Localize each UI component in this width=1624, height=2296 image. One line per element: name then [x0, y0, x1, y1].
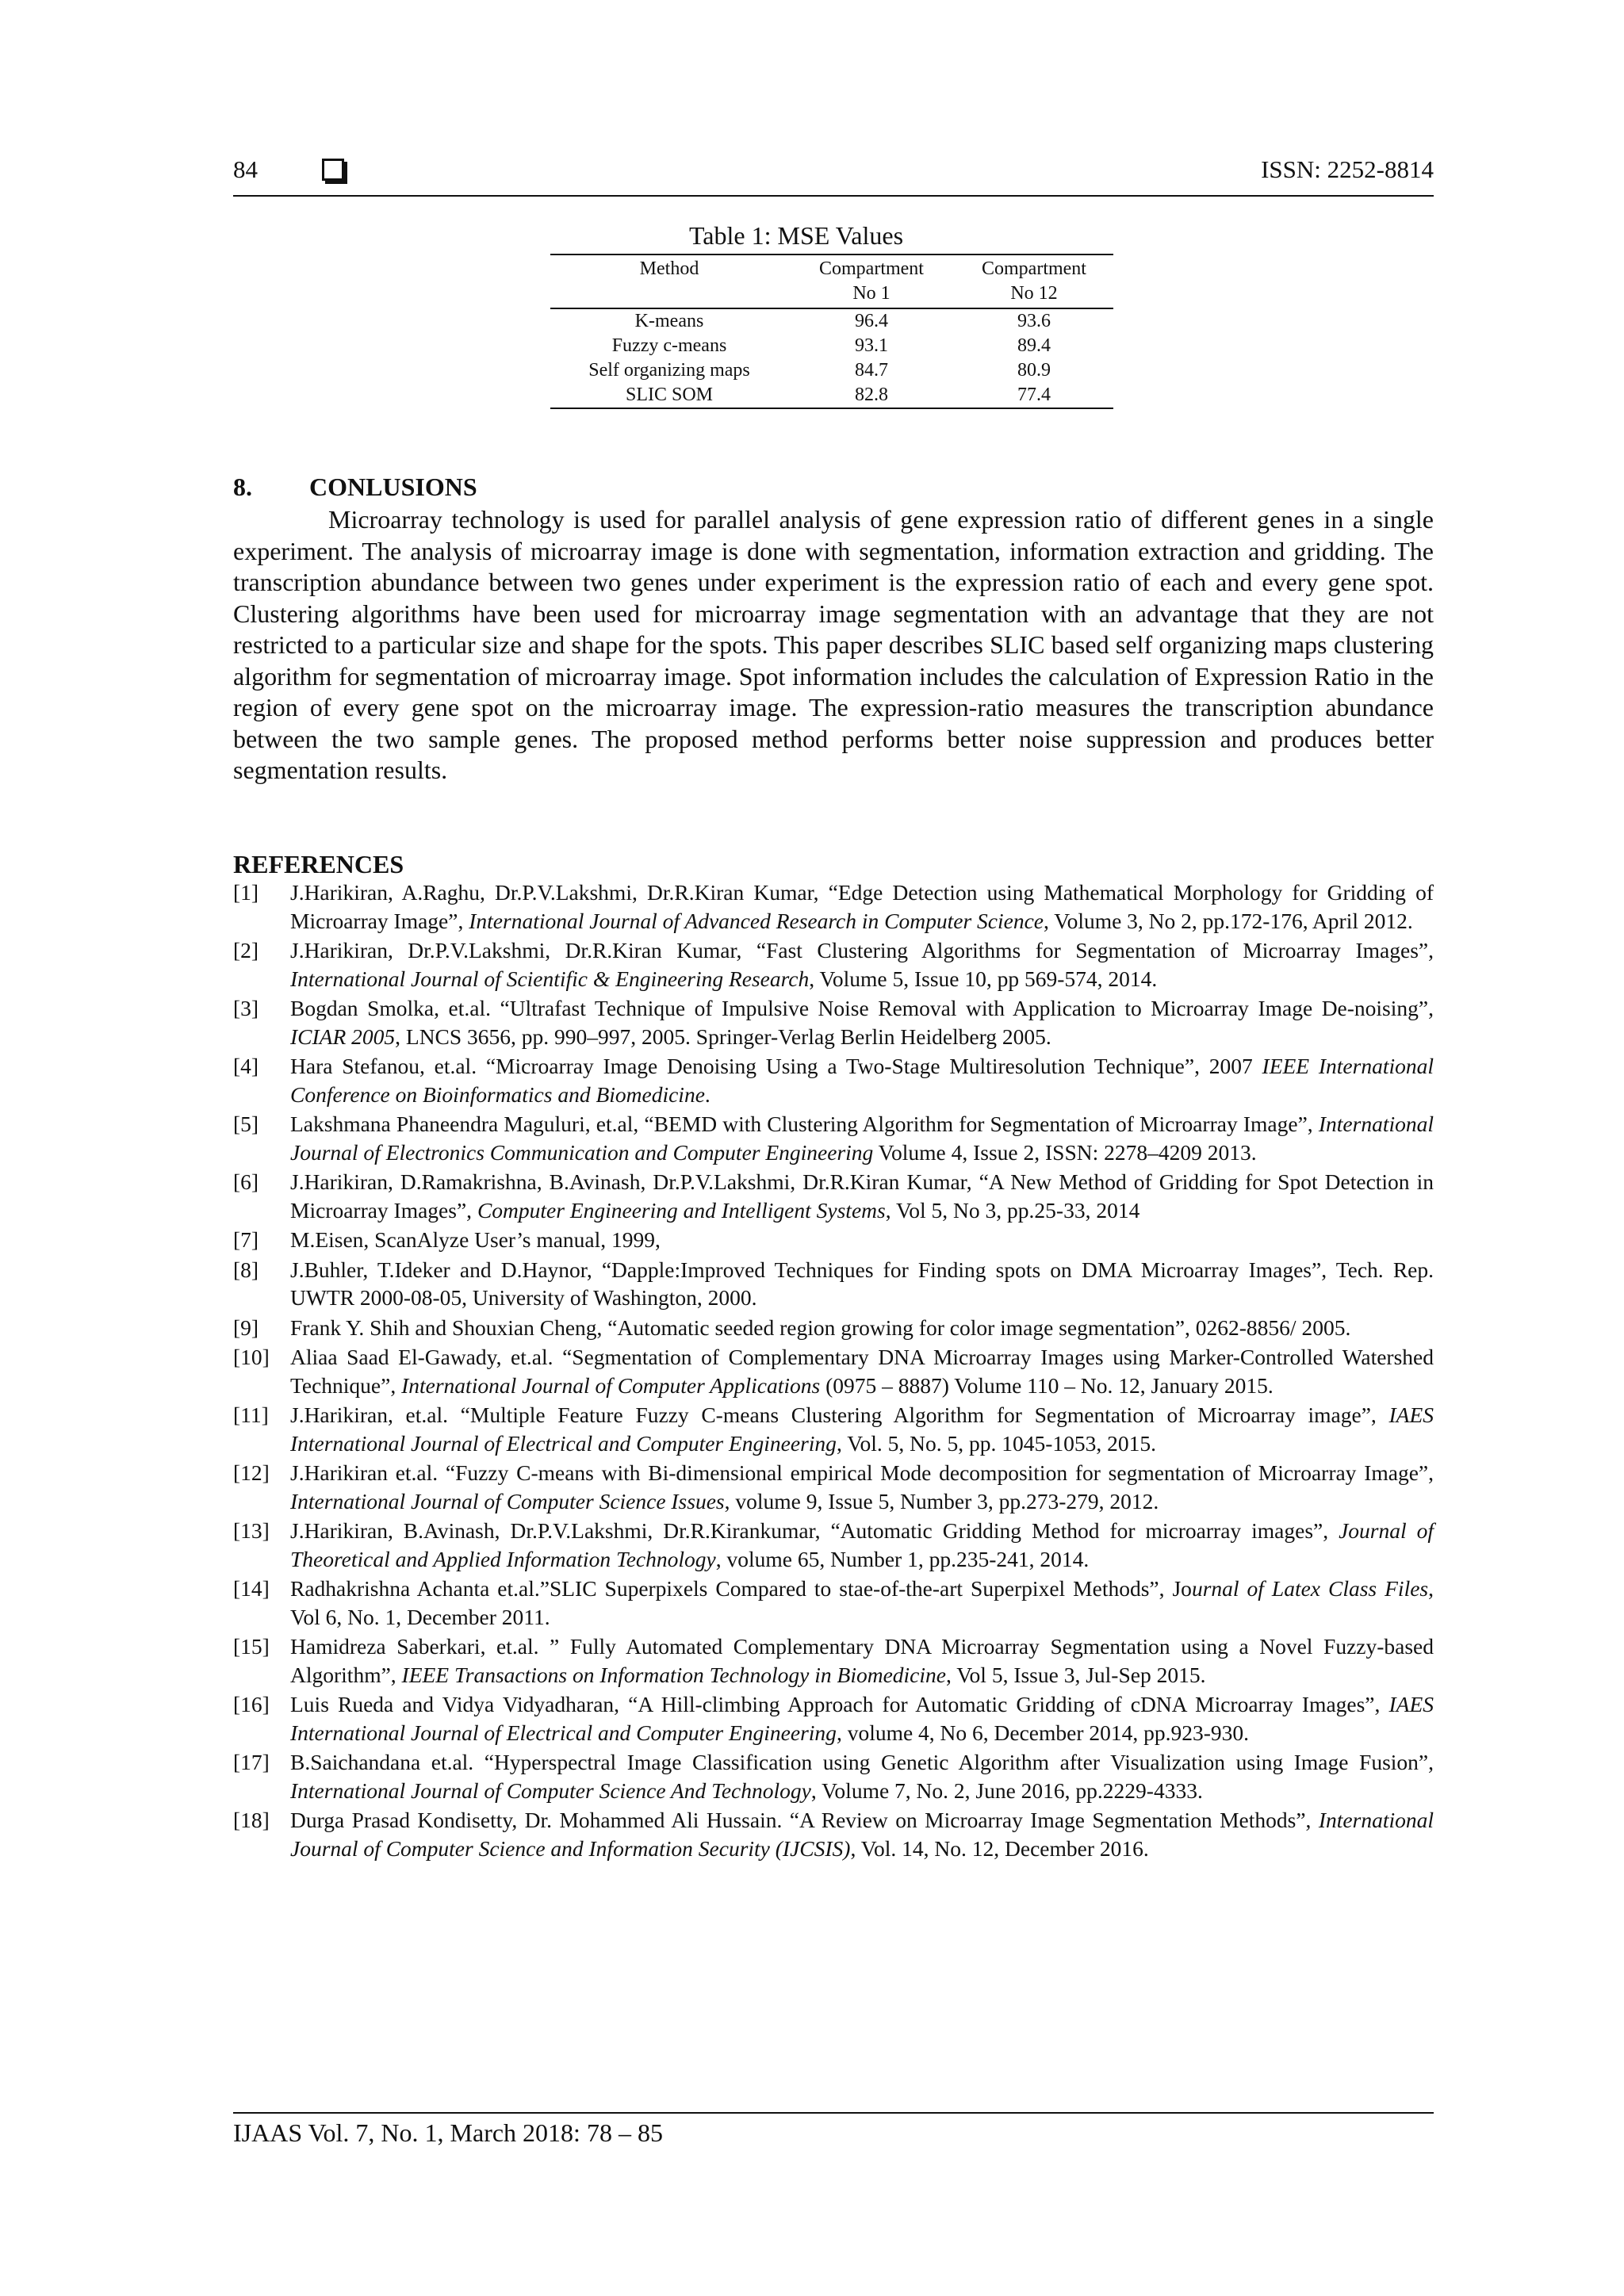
- reference-source: International Journal of Advanced Research in Computer Science: [469, 908, 1044, 933]
- reference-details: , Vol 5, Issue 3, Jul-Sep 2015.: [945, 1662, 1206, 1687]
- conclusions-heading: [233, 471, 477, 503]
- reference-item: [233, 1459, 1434, 1515]
- reference-number: [3]: [233, 996, 259, 1020]
- reference-text: J.Harikiran, Dr.P.V.Lakshmi, Dr.R.Kiran Kumar, “Fast Clustering Algorithms for Segmentation of Microarray Images”,: [290, 938, 1434, 962]
- table-cell: 80.9: [1017, 360, 1051, 381]
- reference-item: [233, 1748, 1434, 1804]
- reference-text: J.Harikiran, et.al. “Multiple Feature Fuzzy C-means Clustering Algorithm for Segmentation of Microarray image”,: [290, 1402, 1389, 1427]
- reference-number: [7]: [233, 1227, 259, 1252]
- reference-item: [233, 1052, 1434, 1108]
- reference-number: [11]: [233, 1402, 269, 1427]
- reference-number: [1]: [233, 880, 259, 905]
- table-header-cell: Compartment No 12: [955, 254, 1113, 308]
- reference-text: Frank Y. Shih and Shouxian Cheng, “Automatic seeded region growing for color image segmentation”, 0262-8856/ 2005.: [290, 1314, 1351, 1340]
- box-bullet-icon: [322, 159, 344, 181]
- reference-text: J.Harikiran, A.Raghu, Dr.P.V.Lakshmi, Dr.R.Kiran Kumar, “Edge Detection using Mathematical Morphology for Gridding of Microarray Image”,: [290, 880, 1434, 933]
- reference-number: [15]: [233, 1634, 270, 1659]
- table-cell: Fuzzy c-means: [611, 335, 727, 356]
- table-caption: Table 1: MSE Values: [688, 221, 904, 250]
- reference-source: International Journal of Computer Science And Technology: [290, 1777, 811, 1803]
- reference-details: (0975 – 8887) Volume 110 – No. 12, January 2015.: [820, 1372, 1274, 1398]
- reference-details: , Volume 7, No. 2, June 2016, pp.2229-4333.: [810, 1777, 1203, 1803]
- reference-details: , Vol 6, No. 1, December 2011.: [290, 1576, 1434, 1629]
- reference-details: , Vol. 5, No. 5, pp. 1045-1053, 2015.: [836, 1430, 1157, 1456]
- reference-text: Bogdan Smolka, et.al. “Ultrafast Technique of Impulsive Noise Removal with Application to Microarray Image De-noising”,: [290, 996, 1434, 1020]
- reference-details: , volume 4, No 6, December 2014, pp.923-930.: [836, 1720, 1250, 1745]
- footer-rule: [233, 2112, 1434, 2114]
- reference-source: IEEE Transactions on Information Technology in Biomedicine: [401, 1662, 946, 1687]
- reference-item: [233, 1806, 1434, 1862]
- reference-source: International Journal of Computer Applications: [401, 1372, 821, 1398]
- reference-details: , volume 65, Number 1, pp.235-241, 2014.: [715, 1546, 1090, 1571]
- references-list: [233, 878, 1434, 1864]
- reference-text: J.Harikiran, D.Ramakrishna, B.Avinash, Dr.P.V.Lakshmi, Dr.R.Kiran Kumar, “A New Method of Gridding for Spot Detection in Microarray Images”,: [290, 1169, 1434, 1223]
- reference-number: [17]: [233, 1750, 270, 1774]
- reference-item: [233, 1632, 1434, 1689]
- reference-text: Durga Prasad Kondisetty, Dr. Mohammed Ali Hussain. “A Review on Microarray Image Segmentation Methods”,: [290, 1808, 1319, 1832]
- reference-number: [12]: [233, 1460, 270, 1485]
- table-cell: 89.4: [1017, 335, 1051, 356]
- reference-item: [233, 1256, 1434, 1312]
- table-header-row: [550, 254, 1113, 308]
- reference-text: B.Saichandana et.al. “Hyperspectral Image Classification using Genetic Algorithm after Visualization using Image Fusion”,: [290, 1750, 1434, 1774]
- reference-number: [16]: [233, 1692, 270, 1716]
- mse-table: [550, 254, 1113, 409]
- reference-item: [233, 1575, 1434, 1631]
- reference-text: Luis Rueda and Vidya Vidyadharan, “A Hill-climbing Approach for Automatic Gridding of cDNA Microarray Images”,: [290, 1692, 1389, 1716]
- reference-source: IAES International Journal of Electrical and Computer Engineering: [290, 1402, 1434, 1456]
- page-footer: IJAAS Vol. 7, No. 1, March 2018: 78 – 85: [233, 2118, 663, 2147]
- reference-number: [6]: [233, 1169, 259, 1194]
- reference-source: urnal of Latex Class Files: [1191, 1576, 1429, 1601]
- reference-item: [233, 1343, 1434, 1399]
- reference-item: [233, 1226, 1434, 1254]
- reference-number: [13]: [233, 1518, 270, 1543]
- page-number: 84: [233, 155, 258, 183]
- header-rule: [233, 195, 1434, 197]
- table-cell: 82.8: [788, 383, 955, 408]
- reference-text: Hara Stefanou, et.al. “Microarray Image Denoising Using a Two-Stage Multiresolution Technique”, 2007: [290, 1054, 1262, 1078]
- reference-source: ICIAR 2005: [290, 1024, 396, 1049]
- reference-details: , LNCS 3656, pp. 990–997, 2005. Springer-Verlag Berlin Heidelberg 2005.: [395, 1024, 1051, 1049]
- table-cell: 93.6: [1017, 311, 1051, 331]
- table-row: [550, 334, 1113, 358]
- conclusions-paragraph: Microarray technology is used for parallel analysis of gene expression ratio of different genes in a single experiment. The analysis of microarray image is done with segmentation, information extraction and gridding. The transcription abundance between two genes under experiment is the expression ratio of each and every gene spot. Clustering algorithms have been used for microarray image segmentation with an advantage that they are not restricted to a particular size and shape for the spots. This paper describes SLIC based self organizing maps clustering algorithm for segmentation of microarray image. Spot information includes the calculation of Expression Ratio in the region of every gene spot on the microarray image. The expression-ratio measures the transcription abundance between the two sample genes. The proposed method performs better noise suppression and produces better segmentation results.: [233, 505, 1434, 784]
- reference-number: [14]: [233, 1576, 270, 1601]
- reference-number: [8]: [233, 1257, 259, 1282]
- reference-text: J.Buhler, T.Ideker and D.Haynor, “Dapple:Improved Techniques for Finding spots on DMA Microarray Images”, Tech. Rep. UWTR 2000-08-05, University of Washington, 2000.: [290, 1257, 1434, 1310]
- page-header: [233, 155, 1434, 193]
- reference-source: IAES International Journal of Electrical and Computer Engineering: [290, 1692, 1434, 1745]
- reference-source: IEEE International Conference on Bioinformatics and Biomedicine: [290, 1054, 1434, 1107]
- section-title: CONLUSIONS: [309, 473, 477, 501]
- reference-details: , volume 9, Issue 5, Number 3, pp.273-279, 2012.: [724, 1488, 1159, 1513]
- reference-details: , Volume 3, No 2, pp.172-176, April 2012.: [1044, 908, 1413, 933]
- table-cell: 96.4: [855, 311, 888, 331]
- reference-item: [233, 878, 1434, 935]
- table-cell: SLIC SOM: [550, 383, 788, 408]
- reference-number: [4]: [233, 1054, 259, 1078]
- section-number: 8.: [233, 473, 252, 501]
- reference-number: [9]: [233, 1314, 259, 1340]
- reference-text: M.Eisen, ScanAlyze User’s manual, 1999,: [290, 1227, 661, 1252]
- reference-item: [233, 1168, 1434, 1224]
- reference-details: .: [704, 1081, 710, 1107]
- reference-item: [233, 1314, 1434, 1342]
- table-cell: Self organizing maps: [588, 360, 750, 381]
- reference-item: [233, 994, 1434, 1050]
- references-heading: REFERENCES: [233, 850, 404, 878]
- reference-number: [5]: [233, 1112, 259, 1136]
- reference-text: Lakshmana Phaneendra Maguluri, et.al, “BEMD with Clustering Algorithm for Segmentation of Microarray Image”,: [290, 1112, 1319, 1136]
- reference-source: Computer Engineering and Intelligent Systems: [477, 1197, 886, 1223]
- table-header-cell: Compartment No 1: [788, 254, 955, 308]
- reference-item: [233, 1690, 1434, 1747]
- reference-item: [233, 1517, 1434, 1573]
- table-row: [550, 383, 1113, 408]
- reference-text: Hamidreza Saberkari, et.al. ” Fully Automated Complementary DNA Microarray Segmentation using a Novel Fuzzy-based Algorithm”,: [290, 1634, 1434, 1687]
- table-cell: 77.4: [955, 383, 1113, 408]
- table-row: [550, 358, 1113, 383]
- reference-number: [10]: [233, 1345, 270, 1369]
- reference-source: International Journal of Scientific & Engineering Research: [290, 966, 810, 991]
- reference-item: [233, 1110, 1434, 1166]
- table-cell: K-means: [634, 311, 704, 331]
- reference-number: [2]: [233, 938, 259, 962]
- reference-text: J.Harikiran, B.Avinash, Dr.P.V.Lakshmi, Dr.R.Kirankumar, “Automatic Gridding Method for microarray images”,: [290, 1518, 1339, 1543]
- reference-source: Journal of Theoretical and Applied Information Technology: [290, 1518, 1434, 1571]
- reference-item: [233, 1401, 1434, 1457]
- reference-text: J.Harikiran et.al. “Fuzzy C-means with Bi-dimensional empirical Mode decomposition for segmentation of Microarray Image”,: [290, 1460, 1434, 1485]
- table-cell: 93.1: [855, 335, 888, 356]
- reference-text: Radhakrishna Achanta et.al.”SLIC Superpixels Compared to stae-of-the-art Superpixel Methods”, Jo: [290, 1576, 1192, 1601]
- mse-table-block: [550, 220, 1113, 409]
- reference-details: , Vol 5, No 3, pp.25-33, 2014: [885, 1197, 1140, 1223]
- reference-details: , Volume 5, Issue 10, pp 569-574, 2014.: [809, 966, 1158, 991]
- reference-source: International Journal of Electronics Communication and Computer Engineering: [290, 1112, 1434, 1165]
- reference-details: , Vol. 14, No. 12, December 2016.: [850, 1835, 1149, 1861]
- table-row: [550, 308, 1113, 334]
- table-cell: 84.7: [855, 360, 888, 381]
- reference-details: Volume 4, Issue 2, ISSN: 2278–4209 2013.: [873, 1139, 1257, 1165]
- reference-source: International Journal of Computer Science Issues: [290, 1488, 725, 1513]
- reference-number: [18]: [233, 1808, 270, 1832]
- reference-item: [233, 936, 1434, 993]
- reference-text: Aliaa Saad El-Gawady, et.al. “Segmentation of Complementary DNA Microarray Images using Marker-Controlled Watershed Technique”,: [290, 1345, 1434, 1398]
- issn-label: ISSN: 2252-8814: [1261, 155, 1434, 183]
- reference-source: International Journal of Computer Science and Information Security (IJCSIS): [290, 1808, 1434, 1861]
- table-header-cell: Method: [550, 254, 788, 308]
